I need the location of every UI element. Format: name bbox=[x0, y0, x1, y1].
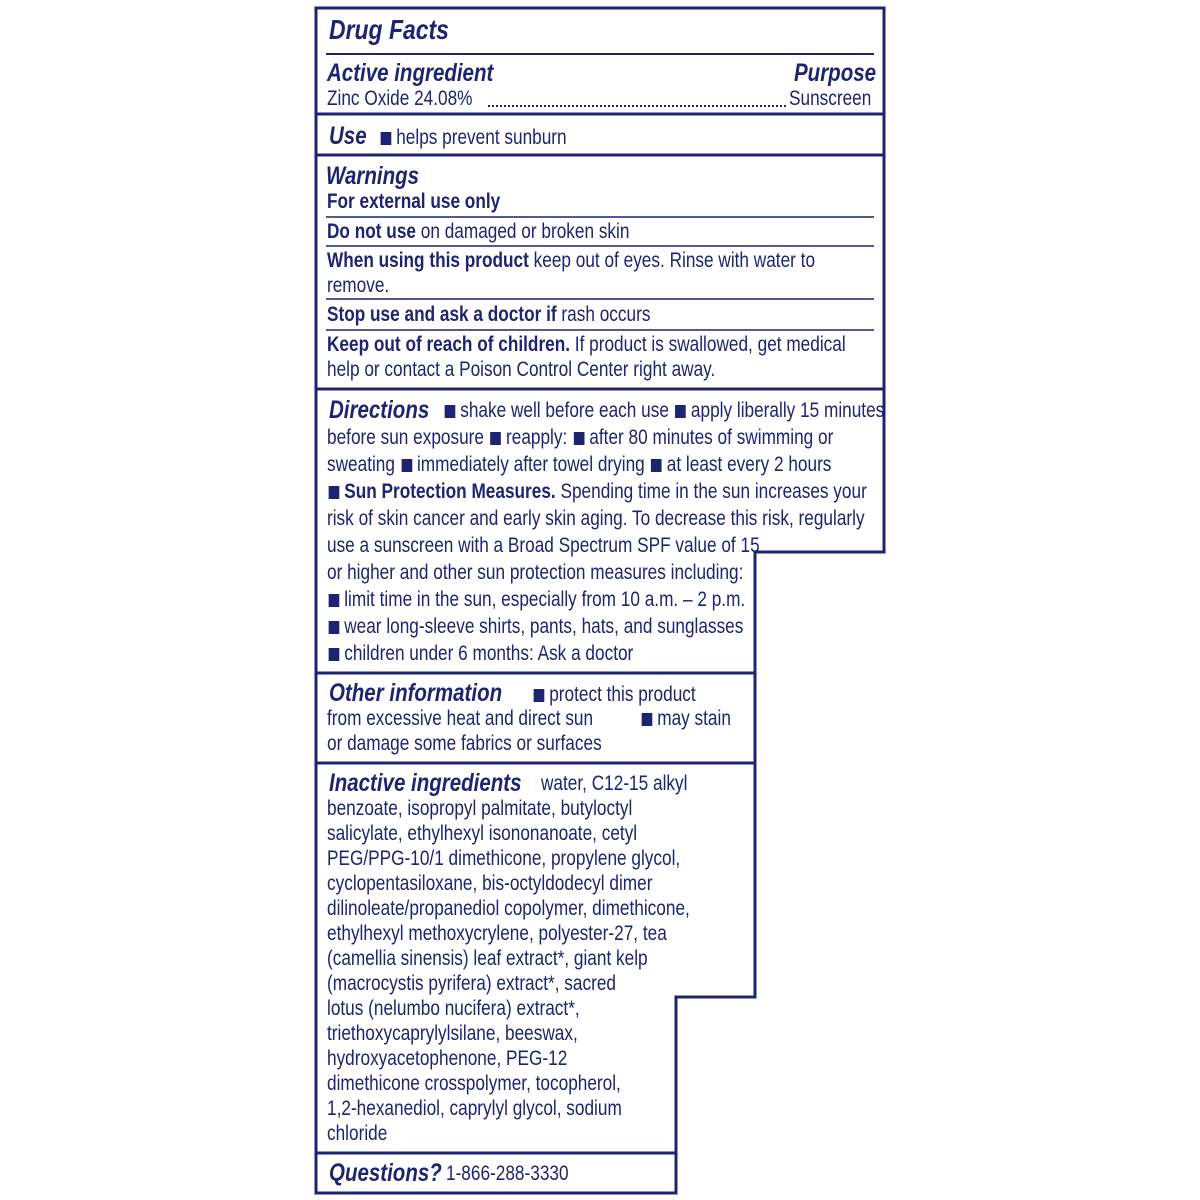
bullet-icon bbox=[574, 432, 585, 445]
inactive-line: triethoxycaprylylsilane, beeswax, bbox=[327, 1022, 578, 1045]
inactive-line: (macrocystis pyrifera) extract*, sacred bbox=[327, 972, 616, 995]
directions-text: reapply: bbox=[506, 426, 568, 449]
inactive-line: dilinoleate/propanediol copolymer, dimethicone, bbox=[327, 897, 690, 920]
bullet-icon bbox=[329, 648, 340, 661]
directions-text: apply liberally 15 minutes bbox=[690, 399, 885, 422]
active-ingredient-heading: Active ingredient bbox=[327, 59, 494, 87]
directions-heading: Directions bbox=[329, 396, 430, 424]
other-info-line-2: from excessive heat and direct sun bbox=[327, 707, 594, 730]
other-info-heading: Other information bbox=[329, 679, 503, 707]
inactive-line: salicylate, ethylhexyl isononanoate, cetyl bbox=[327, 822, 638, 845]
other-info-text: protect this product bbox=[549, 683, 696, 706]
directions-line-4 bbox=[327, 479, 867, 505]
inactive-line: dimethicone crosspolymer, tocopherol, bbox=[327, 1072, 621, 1095]
inactive-line: hydroxyacetophenone, PEG-12 bbox=[327, 1047, 568, 1070]
when-using-label: When using this product bbox=[327, 249, 529, 272]
directions-line-8 bbox=[327, 587, 745, 613]
directions-line-1 bbox=[443, 398, 884, 424]
bullet-icon bbox=[381, 132, 392, 145]
directions-line-7: or higher and other sun protection measures including: bbox=[327, 561, 744, 584]
stop-use-line bbox=[327, 302, 650, 328]
keep-out-label: Keep out of reach of children. bbox=[327, 333, 571, 356]
page-title: Drug Facts bbox=[329, 14, 449, 45]
stop-use-label: Stop use and ask a doctor if bbox=[327, 303, 557, 326]
bullet-icon bbox=[534, 689, 545, 702]
stop-use-text: rash occurs bbox=[556, 303, 651, 326]
inactive-line: water, C12-15 alkyl bbox=[541, 772, 688, 795]
when-using-text: keep out of eyes. Rinse with water to bbox=[528, 249, 816, 272]
directions-line-2 bbox=[327, 425, 833, 451]
directions-line-6: use a sunscreen with a Broad Spectrum SPF value of 15 bbox=[327, 534, 760, 557]
inactive-line: lotus (nelumbo nucifera) extract*, bbox=[327, 997, 580, 1020]
directions-text: after 80 minutes of swimming or bbox=[589, 426, 834, 449]
inactive-line: benzoate, isopropyl palmitate, butyloctyl bbox=[327, 797, 633, 820]
directions-line-5: risk of skin cancer and early skin aging. To decrease this risk, regularly bbox=[327, 507, 865, 530]
other-info-line-3: or damage some fabrics or surfaces bbox=[327, 732, 602, 755]
purpose-heading: Purpose bbox=[794, 59, 877, 87]
directions-line-10 bbox=[327, 641, 633, 667]
use-heading: Use bbox=[329, 122, 367, 150]
directions-text: shake well before each use bbox=[460, 399, 669, 422]
dot-leader bbox=[488, 105, 786, 107]
directions-text: wear long-sleeve shirts, pants, hats, and sunglasses bbox=[344, 615, 744, 638]
other-info-text: may stain bbox=[657, 707, 731, 730]
bullet-icon bbox=[401, 459, 412, 472]
questions-phone: 1-866-288-3330 bbox=[446, 1162, 569, 1185]
purpose-value: Sunscreen bbox=[789, 87, 872, 110]
keep-out-text: If product is swallowed, get medical bbox=[570, 333, 846, 356]
when-using-line bbox=[327, 248, 815, 274]
external-use: For external use only bbox=[327, 190, 501, 213]
when-using-line-2: remove. bbox=[327, 274, 390, 297]
other-info-line-2b bbox=[640, 706, 731, 732]
directions-text: limit time in the sun, especially from 10 a.m. – 2 p.m. bbox=[344, 588, 746, 611]
directions-text: immediately after towel drying bbox=[416, 453, 645, 476]
other-info-line-1 bbox=[532, 682, 696, 708]
bullet-icon bbox=[675, 405, 686, 418]
directions-text: before sun exposure bbox=[327, 426, 485, 449]
inactive-line: ethylhexyl methoxycrylene, polyester-27, tea bbox=[327, 922, 667, 945]
directions-line-9 bbox=[327, 614, 743, 640]
do-not-use-label: Do not use bbox=[327, 220, 416, 243]
inactive-line: chloride bbox=[327, 1122, 388, 1145]
active-ingredient-name: Zinc Oxide 24.08% bbox=[327, 87, 473, 110]
do-not-use-text: on damaged or broken skin bbox=[415, 220, 630, 243]
bullet-icon bbox=[329, 594, 340, 607]
do-not-use-line bbox=[327, 219, 629, 245]
inactive-line: (camellia sinensis) leaf extract*, giant kelp bbox=[327, 947, 648, 970]
directions-text: at least every 2 hours bbox=[666, 453, 832, 476]
bullet-icon bbox=[651, 459, 662, 472]
inactive-line: cyclopentasiloxane, bis-octyldodecyl dimer bbox=[327, 872, 653, 895]
keep-out-line-2: help or contact a Poison Control Center right away. bbox=[327, 358, 716, 381]
bullet-icon bbox=[329, 486, 340, 499]
use-text: helps prevent sunburn bbox=[396, 126, 567, 149]
questions-heading: Questions? bbox=[329, 1159, 442, 1187]
sun-protection-label: Sun Protection Measures. bbox=[344, 480, 556, 503]
bullet-icon bbox=[329, 621, 340, 634]
use-line bbox=[379, 125, 567, 151]
bullet-icon bbox=[490, 432, 501, 445]
inactive-heading: Inactive ingredients bbox=[329, 769, 522, 797]
directions-line-3 bbox=[327, 452, 831, 478]
inactive-line: PEG/PPG-10/1 dimethicone, propylene glycol, bbox=[327, 847, 681, 870]
directions-text: sweating bbox=[327, 453, 395, 476]
inactive-line: 1,2-hexanediol, caprylyl glycol, sodium bbox=[327, 1097, 622, 1120]
bullet-icon bbox=[445, 405, 456, 418]
directions-text: children under 6 months: Ask a doctor bbox=[344, 642, 634, 665]
directions-text: Spending time in the sun increases your bbox=[555, 480, 867, 503]
bullet-icon bbox=[642, 713, 653, 726]
warnings-heading: Warnings bbox=[326, 162, 420, 190]
keep-out-line bbox=[327, 332, 846, 358]
